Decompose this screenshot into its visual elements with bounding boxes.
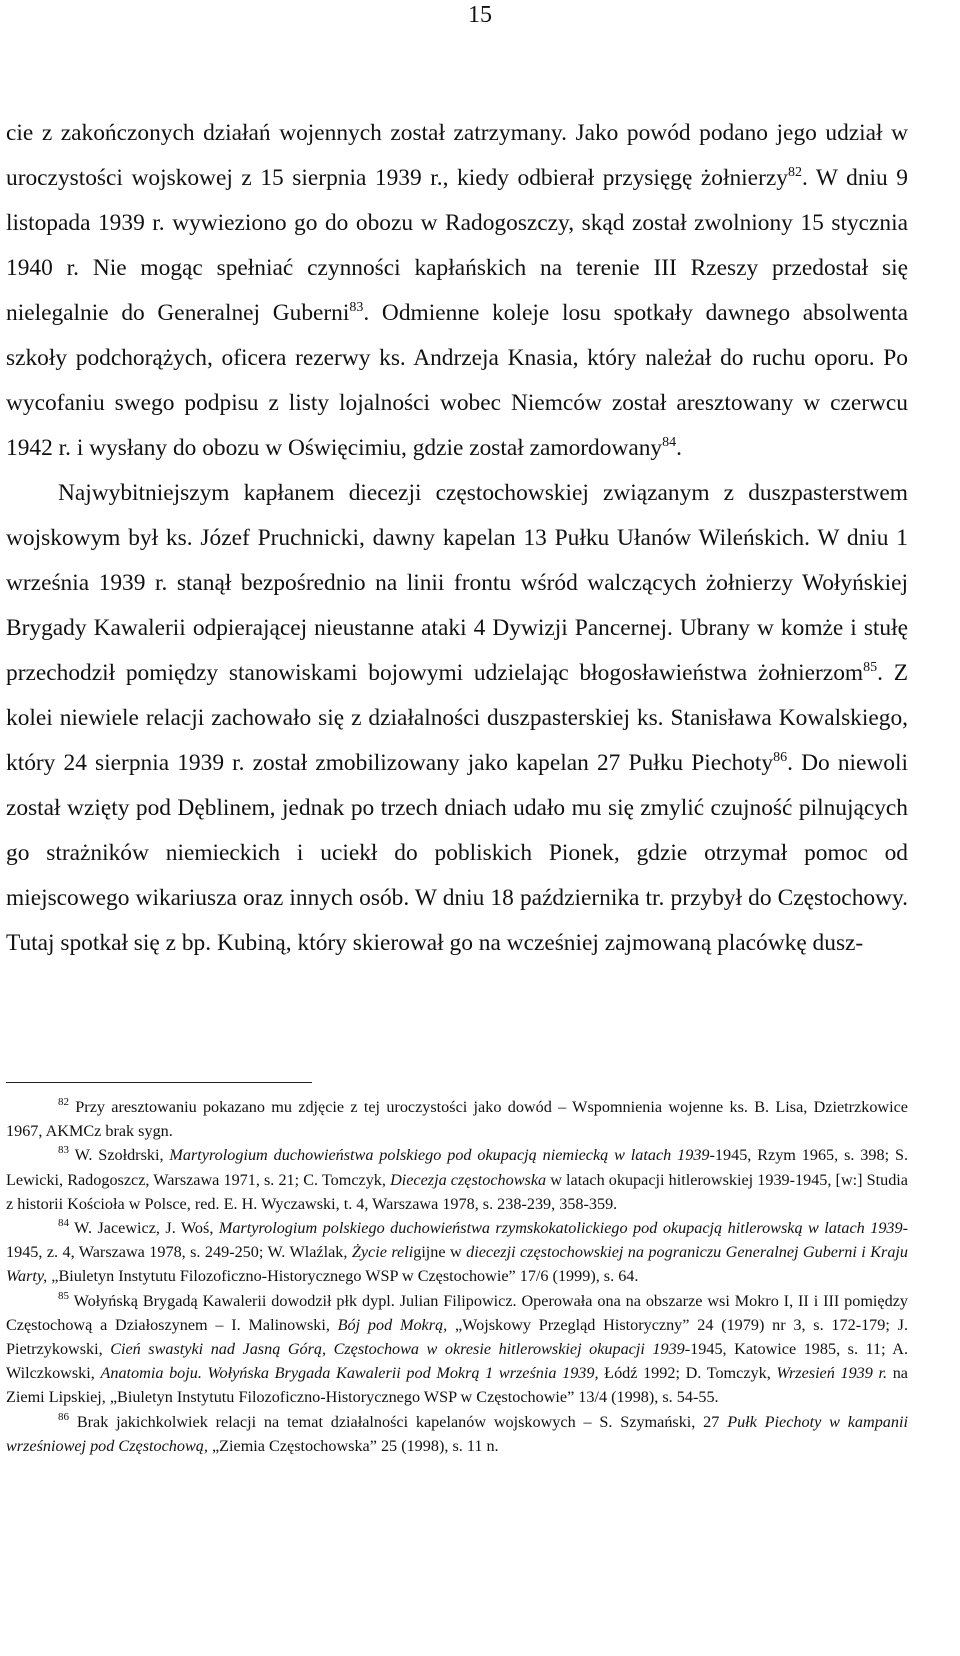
text-run: W. Jacewicz, J. Woś, [69, 1219, 219, 1238]
text-run: Wołyńską Brygadą Kawalerii dowodził płk dypl. Julian Filipowicz. Operowała ona na obszarze wsi Mokro I, II i III pomiędzy Częstochową a Działoszynem – I. Malinowski, [6, 1291, 908, 1334]
footnote-number: 86 [58, 1410, 69, 1423]
paragraph [6, 471, 908, 966]
footnote-ref-82[interactable]: 82 [787, 164, 802, 180]
footnote-number: 83 [58, 1144, 69, 1157]
footnote-84 [6, 1216, 908, 1289]
text-run: Brak jakichkolwiek relacji na temat działalności kapelanów wojskowych – S. Szymański, 27 [69, 1412, 728, 1431]
text-run: -1945, z. 4, Warszawa 1978, s. 249-250; W. Wlaźlak, [6, 1219, 908, 1262]
italic-title: Bój pod Mokrą, [337, 1315, 448, 1334]
footnote-ref-83[interactable]: 83 [349, 299, 364, 315]
text-run: . Z kolei niewiele relacji zachowało się z działalności duszpasterskiej ks. Stanisława Kowalskiego, który 24 sierpnia 1939 r. został zmobilizowany jako kapelan 27 Pułku Piechoty [6, 660, 909, 776]
text-run: 1945, Rzym 1965, s. 398; S. Lewicki, Radogoszcz, Warszawa 1971, s. 21; C. Tomczyk, [6, 1146, 909, 1189]
text-run: . Odmienne koleje losu spotkały dawnego absolwenta szkoły podchorążych, oficera rezerwy ks. Andrzeja Knasia, który należał do ruchu oporu. Po wycofaniu swego podpisu z listy lojalności wobec Niemców został aresztowany w czerwcu 1942 r. i wysłany do obozu w Oświęcimiu, gdzie został zamordowany [6, 300, 908, 461]
italic-title: Anatomia boju. Wołyńska Brygada Kawalerii pod Mokrą 1 września 1939, [100, 1364, 599, 1383]
italic-title: Diecezja częstochowska [390, 1170, 547, 1189]
text-run: „Biuletyn Instytutu Filozoficzno-Historycznego WSP w Częstochowie” 17/6 (1999), s. 64. [47, 1267, 639, 1286]
text-run: . [676, 435, 682, 461]
text-run: cie z zakończonych działań wojennych został zatrzymany. Jako powód podano jego udział w uroczystości wojskowej z 15 sierpnia 1939 r., kiedy odbierał przysięgę żołnierzy [6, 120, 908, 191]
footnotes [6, 1095, 908, 1458]
text-run: Przy aresztowaniu pokazano mu zdjęcie z tej uroczystości jako dowód – Wspomnienia wojenne ks. B. Lisa, Dzietrzkowice 1967, AKMCz brak sygn. [6, 1098, 908, 1141]
italic-title: Cień swastyki nad Jasną Górą, Częstochowa w okresie hitlerowskiej okupacji 1939 [110, 1340, 685, 1359]
footnote-85 [6, 1289, 908, 1410]
italic-title: Pułk Piechoty w kampanii wrześniowej pod Częstochową, [6, 1412, 908, 1455]
text-run: w latach okupacji hitlerowskiej 1939-1945, [w:] Studia z historii Kościoła w Polsce, red. E. H. Wyczawski, t. 4, Warszawa 1978, s. 238-239, 358-359. [6, 1170, 908, 1213]
paragraph [6, 111, 908, 471]
page-number: 15 [468, 2, 492, 28]
footnote-ref-84[interactable]: 84 [662, 434, 677, 450]
text-run: . W dniu 9 listopada 1939 r. wywieziono go do obozu w Radogoszczy, skąd został zwolniony 15 stycznia 1940 r. Nie mogąc spełniać czynności kapłańskich na terenie III Rzeszy przedostał się nielegalnie do Generalnej Guberni [6, 165, 908, 326]
text-run: „Wojskowy Przegląd Historyczny” 24 (1979) nr 3, s. 172-179; J. Pietrzykowski, [6, 1315, 908, 1359]
text-run: gijne w [413, 1243, 467, 1262]
text-run: „Ziemia Częstochowska” 25 (1998), s. 11 n. [207, 1436, 499, 1455]
footnote-ref-85[interactable]: 85 [863, 659, 878, 675]
italic-title: Martyrologium polskiego duchowieństwa rzymskokatolickiego pod okupacją hitlerowską w latach 1939 [218, 1219, 903, 1238]
footnote-83 [6, 1143, 908, 1216]
footnote-number: 85 [58, 1289, 69, 1302]
footnote-86 [6, 1410, 908, 1458]
text-run: Łódź 1992; D. Tomczyk, [598, 1364, 777, 1383]
footnote-separator [6, 1082, 312, 1083]
italic-title: Martyrologium duchowieństwa polskiego pod okupacją niemiecką w latach 1939- [169, 1146, 715, 1165]
italic-title: Życie reli [351, 1243, 414, 1262]
footnote-number: 82 [58, 1095, 69, 1108]
footnote-number: 84 [58, 1216, 69, 1229]
footnote-ref-86[interactable]: 86 [773, 749, 788, 765]
main-text [6, 111, 908, 966]
footnote-82 [6, 1095, 908, 1143]
text-run: na Ziemi Lipskiej, „Biuletyn Instytutu Filozoficzno-Historycznego WSP w Częstochowie” 13/4 (1998), s. 54-55. [6, 1364, 908, 1407]
text-run: Najwybitniejszym kapłanem diecezji częstochowskiej związanym z duszpasterstwem wojskowym był ks. Józef Pruchnicki, dawny kapelan 13 Pułku Ułanów Wileńskich. W dniu 1 września 1939 r. stanął bezpośrednio na linii frontu wśród walczących żołnierzy Wołyńskiej Brygady Kawalerii odpierającej nieustanne ataki 4 Dywizji Pancernej. Ubrany w komże i stułę przechodził pomiędzy stanowiskami bojowymi udzielając błogosławieństwa żołnierzom [6, 480, 908, 686]
italic-title: diecezji częstochowskiej na pograniczu Generalnej Guberni i Kraju Warty, [6, 1243, 908, 1286]
italic-title: Wrzesień 1939 r. [776, 1364, 888, 1383]
text-run: -1945, Katowice 1985, s. 11; A. Wilczkowski, [6, 1340, 908, 1383]
text-run: W. Szołdrski, [69, 1146, 170, 1165]
text-run: . Do niewoli został wzięty pod Dęblinem, jednak po trzech dniach udało mu się zmylić czujność pilnujących go strażników niemieckich i uciekł do pobliskich Pionek, gdzie otrzymał pomoc od miejscowego wikariusza oraz innych osób. W dniu 18 października tr. przybył do Częstochowy. Tutaj spotkał się z bp. Kubiną, który skierował go na wcześniej zajmowaną placówkę dusz- [6, 750, 908, 956]
